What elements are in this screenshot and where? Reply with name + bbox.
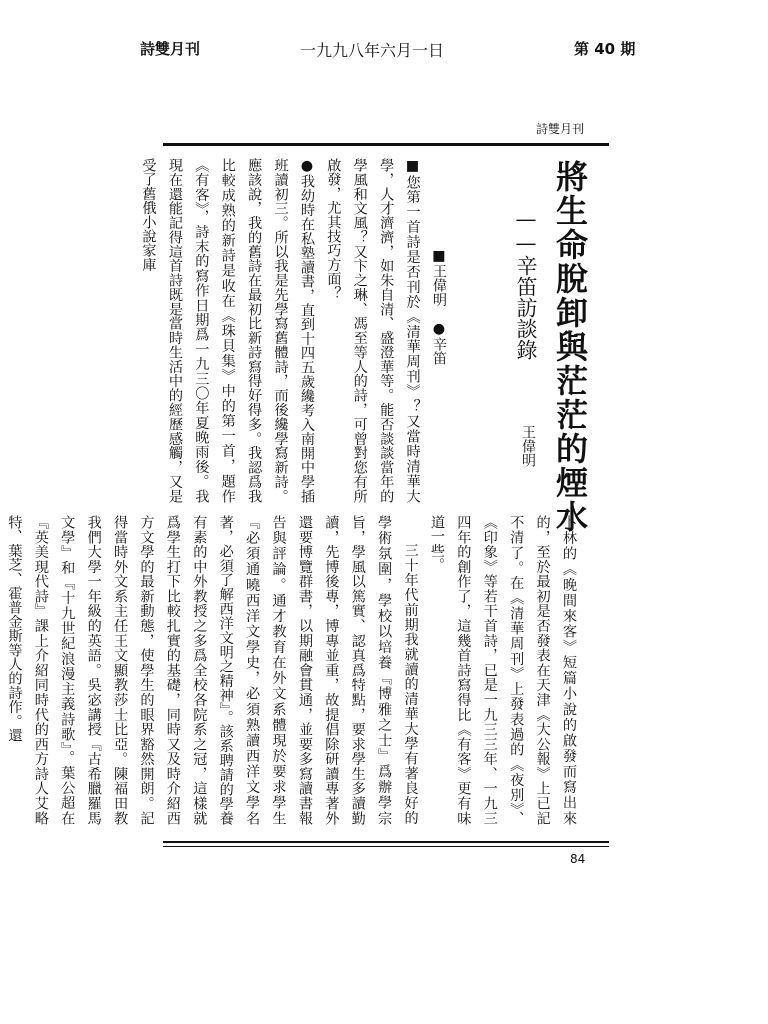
top-rule — [163, 143, 609, 146]
article-subtitle: ——辛笛訪談錄 — [514, 207, 538, 360]
page-number: 84 — [570, 852, 586, 866]
question-paragraph: ■您第一首詩是否刊於《清華周刊》？又當時清華大學，人才濟濟，如朱自清、盛澄華等。能否談談當年的學風和文風？又卞之琳、馮至等人的詩，可曾對您有所啟發，尤其技巧方面？ — [325, 158, 421, 503]
interview-text-right — [6, 515, 582, 825]
answer-paragraph: 三十年代前期我就讀的清華大學有著良好的學術氛圍，學校以培養『博雅之士』爲辦學宗旨，學風以篤實、認真爲特點，要求學生多讀勤讀，先博後專，博專並重，故提倡除研讀專著外還要博覽群書，以期融會貫通，並要多寫讀書報告與評論。通才教育在外文系體現於要求學生『必須通曉西洋文學史，必須熟讀西洋文學名著，必須了解西洋文明之精神』。該系聘請的學養有素的中外教授之多爲全校各院系之冠，這樣就爲學生打下比較扎實的基礎，同時又及時介紹西方文學的最新動態，使學生的眼界豁然開朗。記得當時外文系主任王文顯教莎士比亞。陳福田教我們大學一年級的英語。吳宓講授『古希臘羅馬文學』和『十九世紀浪漫主義詩歌』。葉公超在『英美現代詩』課上介紹同時代的西方詩人艾略特、葉芝、霍普金斯等人的詩作。還 — [6, 515, 419, 825]
bottom-rule-thin — [163, 846, 609, 847]
bottom-rule — [163, 841, 609, 843]
interview-text-left — [140, 158, 452, 503]
article-byline: 王偉明 — [520, 425, 536, 467]
article-title: 將生命脫卸與茫茫的煙水 — [551, 160, 589, 534]
issue-number: 第 40 期 — [574, 40, 636, 58]
journal-name: 詩雙月刊 — [140, 40, 201, 58]
speakers-key: ■王偉明 ●辛笛 — [431, 248, 447, 366]
answer-paragraph: ●我幼時在私塾讀書，直到十四五歲纔考入南開中學插班讀初三。所以我是先學寫舊體詩，而後纔學寫新詩。應該說，我的舊詩在最初比新詩寫得好得多。我認爲我比較成熟的新詩是收在《珠貝集》中的第一首，題作《有客》，詩末的寫作日期爲一九三〇年夏晚雨後。我現在還能記得這首詩既是當時生活中的經歷感觸，又是受了舊俄小說家庫 — [140, 158, 315, 503]
running-head: 詩雙月刊 — [536, 122, 585, 136]
issue-date: 一九九八年六月一日 — [300, 41, 445, 60]
answer-paragraph: 卜林的《晚間來客》短篇小說的啟發而寫出來的，至於最初是否發表在天津《大公報》上已記不清了。在《清華周刊》上發表過的《夜別》、《印象》等若干首詩，已是一九三三年、一九三四年的創作了，這幾首詩寫得比《有客》更有味道一些。 — [428, 515, 577, 825]
